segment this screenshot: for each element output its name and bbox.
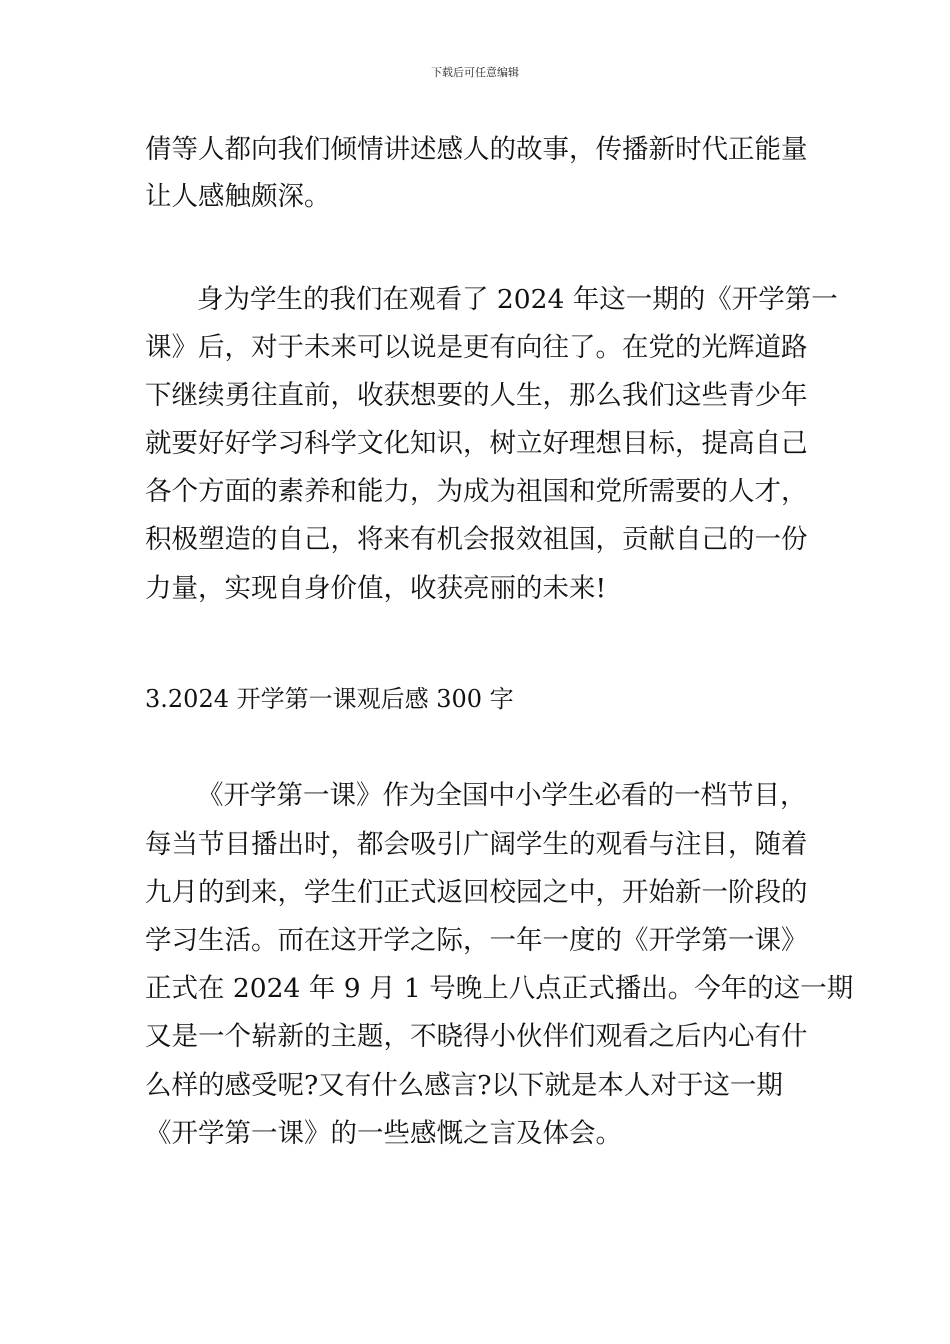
paragraph-1-line-2: 让人感触颇深。 bbox=[145, 181, 331, 212]
paragraph-3-line-5: 正式在 2024 年 9 月 1 号晚上八点正式播出。今年的这一期 bbox=[145, 973, 854, 1004]
paragraph-3-line-6: 又是一个崭新的主题，不晓得小伙伴们观看之后内心有什 bbox=[145, 1021, 808, 1052]
paragraph-3-line-4: 学习生活。而在这开学之际，一年一度的《开学第一课》 bbox=[145, 925, 808, 956]
paragraph-2-line-6: 积极塑造的自己，将来有机会报效祖国，贡献自己的一份 bbox=[145, 524, 808, 555]
header-note: 下载后可任意编辑 bbox=[431, 66, 519, 79]
paragraph-2-line-4: 就要好好学习科学文化知识，树立好理想目标，提高自己 bbox=[145, 428, 808, 459]
paragraph-1-line-1: 倩等人都向我们倾情讲述感人的故事，传播新时代正能量 bbox=[145, 134, 808, 165]
paragraph-3-line-2: 每当节目播出时，都会吸引广阔学生的观看与注目，随着 bbox=[145, 829, 808, 860]
paragraph-2-line-3: 下继续勇往直前，收获想要的人生，那么我们这些青少年 bbox=[145, 380, 808, 411]
paragraph-3-line-8: 《开学第一课》的一些感慨之言及体会。 bbox=[145, 1118, 622, 1149]
section-heading: 3.2024 开学第一课观后感 300 字 bbox=[145, 685, 514, 713]
paragraph-3-line-1: 《开学第一课》作为全国中小学生必看的一档节目， bbox=[197, 780, 807, 811]
paragraph-2-line-1: 身为学生的我们在观看了 2024 年这一期的《开学第一 bbox=[197, 284, 838, 315]
paragraph-2-line-7: 力量，实现自身价值，收获亮丽的未来! bbox=[145, 573, 607, 604]
paragraph-2-line-2: 课》后，对于未来可以说是更有向往了。在党的光辉道路 bbox=[145, 332, 808, 363]
paragraph-3-line-3: 九月的到来，学生们正式返回校园之中，开始新一阶段的 bbox=[145, 877, 808, 908]
paragraph-3-line-7: 么样的感受呢?又有什么感言?以下就是本人对于这一期 bbox=[145, 1070, 783, 1101]
paragraph-2-line-5: 各个方面的素养和能力，为成为祖国和党所需要的人才， bbox=[145, 476, 808, 507]
